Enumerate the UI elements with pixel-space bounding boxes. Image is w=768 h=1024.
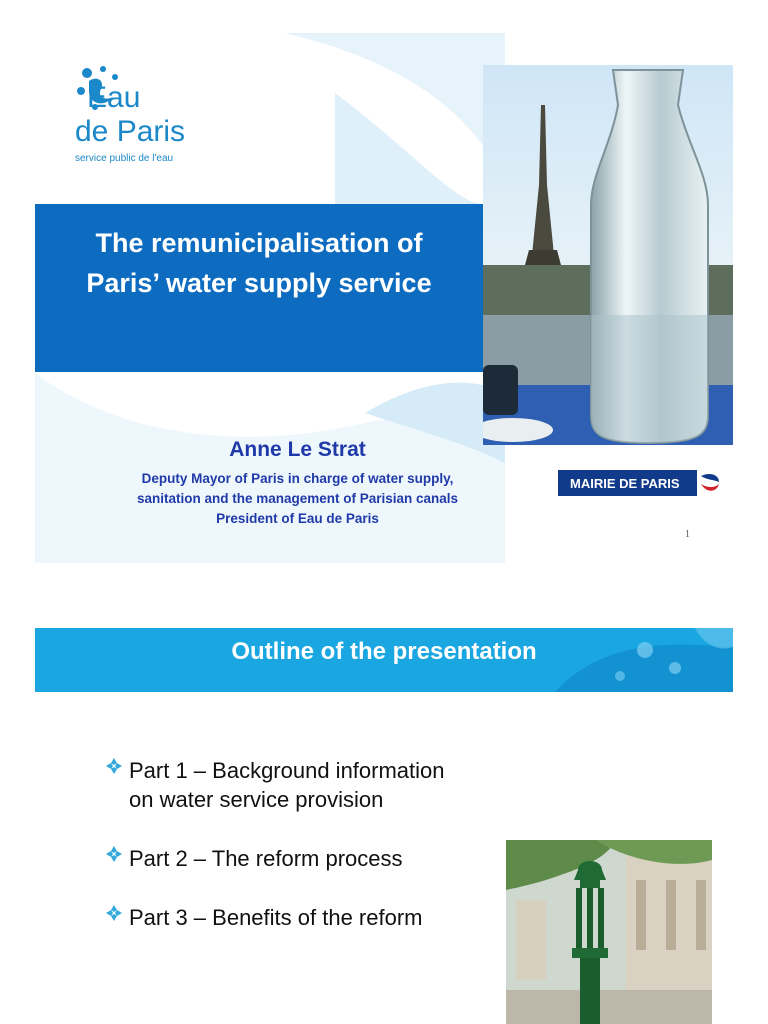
author-name: Anne Le Strat [229,438,366,461]
diamond-bullet-icon [105,757,123,775]
outline-banner [35,628,733,692]
wallace-fountain-photo [506,840,712,1024]
list-item-text-1: Part 3 – Benefits of the reform [129,905,423,930]
slide-title [35,223,483,303]
slide-2 [35,628,733,1024]
eiffel-tower-carafe-photo [483,65,733,445]
title-line-1: The remunicipalisation of [95,228,423,258]
mairie-logo-text: MAIRIE DE PARIS [570,475,680,491]
mairie-ship-icon [697,470,723,496]
diamond-bullet-icon [105,904,123,922]
outline-title: Outline of the presentation [231,638,537,665]
outline-list [105,756,525,962]
title-line-2: Paris’ water supply service [86,268,432,298]
slide-1 [35,33,733,563]
author-role [35,469,560,529]
logo-text-de-paris: de Paris [75,115,186,148]
role-line-2: sanitation and the management of Parisian canals [136,491,459,506]
list-item [105,844,525,873]
role-line-1: Deputy Mayor of Paris in charge of water supply, [141,471,454,486]
diamond-bullet-icon [105,845,123,863]
logo-tagline: service public de l'eau [75,153,174,164]
list-item-text-2: on water service provision [129,787,384,812]
page-number: 1 [685,529,690,540]
list-item-text-1: Part 1 – Background information [129,758,445,783]
list-item [105,903,525,932]
logo-text-eau: Eau [87,81,141,114]
mairie-de-paris-logo [558,470,723,496]
role-line-3: President of Eau de Paris [216,511,379,526]
list-item [105,756,525,814]
list-item-text-1: Part 2 – The reform process [129,846,403,871]
